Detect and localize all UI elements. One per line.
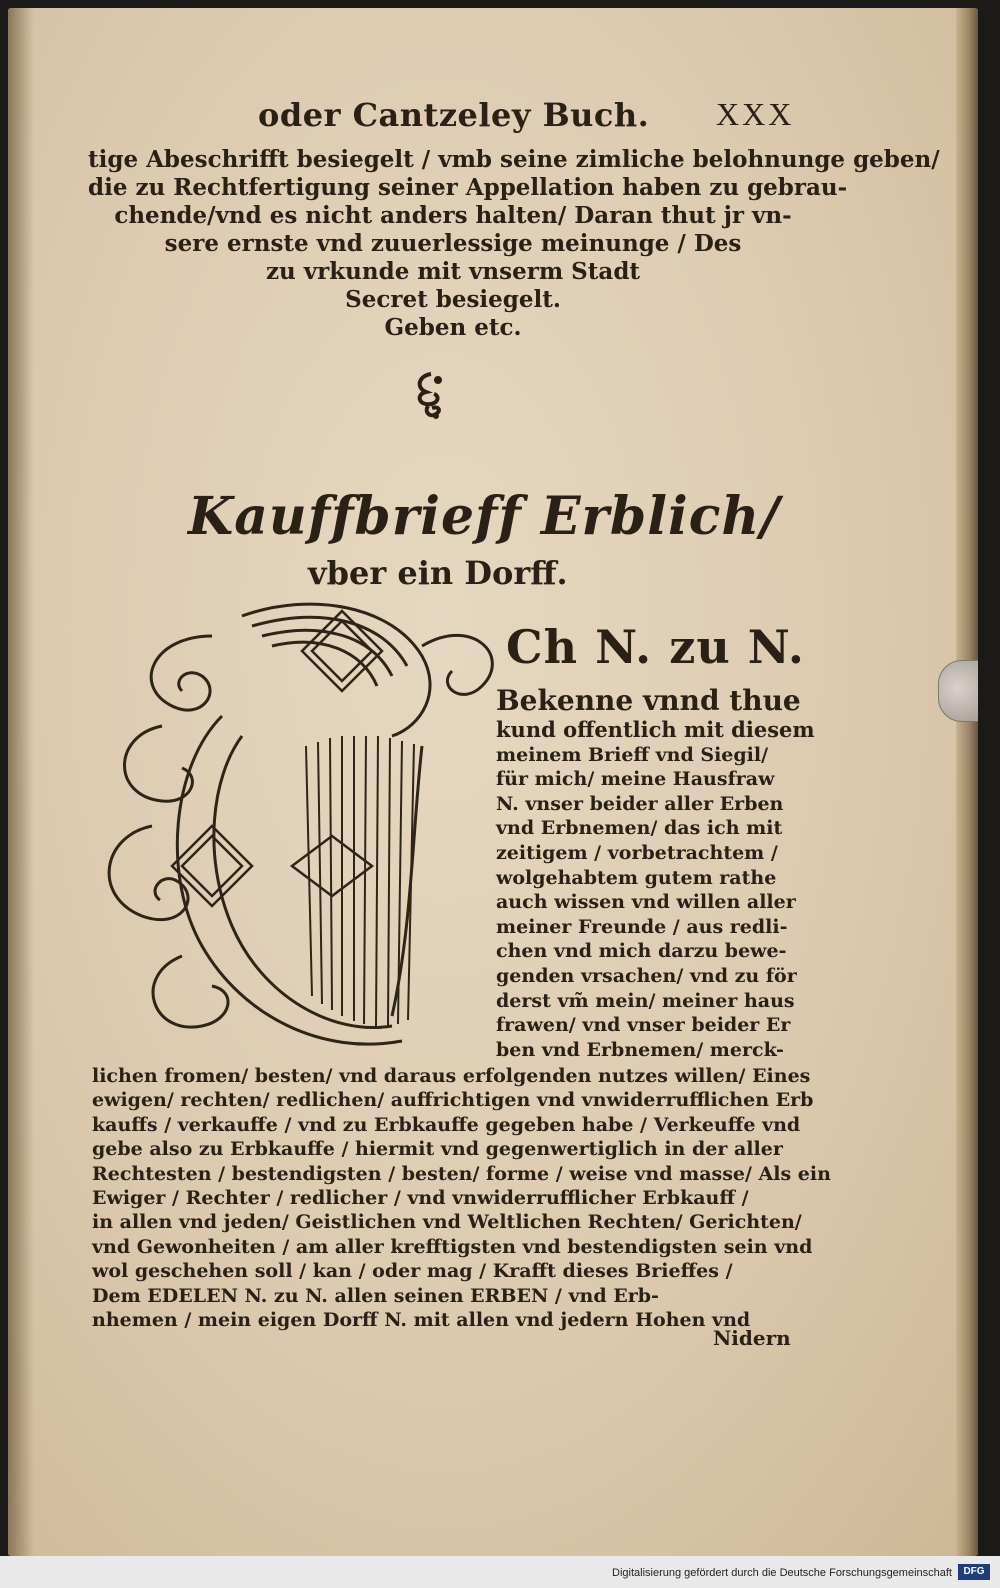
text-line: zeitigem / vorbetrachtem / <box>496 841 778 864</box>
footer-credit: Digitalisierung gefördert durch die Deutsche Forschungsgemeinschaft <box>612 1567 952 1579</box>
text-line: genden vrsachen/ vnd zu för <box>496 964 797 987</box>
running-title: oder Cantzeley Buch. <box>258 96 650 134</box>
text-line: vnd Erbnemen/ das ich mit <box>496 817 783 840</box>
ornate-initial <box>92 596 502 1066</box>
text-line: kund offentlich mit diesem <box>496 717 815 742</box>
text-line: ben vnd Erbnemen/ merck- <box>496 1038 784 1061</box>
opening-words: Ch N. zu N. <box>506 620 805 674</box>
ornate-initial-icon <box>92 596 502 1066</box>
text-line: meiner Freunde / aus redli- <box>496 915 788 938</box>
text-line: Dem EDELEN N. zu N. allen seinen ERBEN / vnd Erb- <box>92 1284 659 1307</box>
text-line: chen vnd mich darzu bewe- <box>496 940 787 963</box>
text-line: für mich/ meine Hausfraw <box>496 768 775 791</box>
text-line: Rechtesten / bestendigsten / besten/ forme / weise vnd masse/ Als ein <box>92 1162 831 1185</box>
catchword: Nidern <box>713 1326 791 1350</box>
page-edge <box>956 8 978 1556</box>
text-line: tige Abeschrifft besiegelt / vmb seine zimliche belohnunge geben/ <box>88 146 940 173</box>
section-subheading: vber ein Dorff. <box>308 554 568 592</box>
text-line: Geben etc. <box>384 314 522 341</box>
dfg-logo-icon: DFG <box>958 1564 990 1580</box>
text-line: die zu Rechtfertigung seiner Appellation haben zu gebrau- <box>88 174 848 201</box>
text-line: nhemen / mein eigen Dorff N. mit allen vnd jedern Hohen vnd <box>92 1309 751 1332</box>
text-line: meinem Brieff vnd Siegil/ <box>496 743 769 766</box>
text-line: N. vnser beider aller Erben <box>496 792 784 815</box>
text-line: gebe also zu Erbkauffe / hiermit vnd gegenwertiglich in der aller <box>92 1138 783 1161</box>
text-line: in allen vnd jeden/ Geistlichen vnd Weltlichen Rechten/ Gerichten/ <box>92 1211 802 1234</box>
page-header <box>8 96 978 136</box>
text-line: zu vrkunde mit vnserm Stadt <box>265 258 641 285</box>
text-line: kauffs / verkauffe / vnd zu Erbkauffe gegeben habe / Verkeuffe vnd <box>92 1113 801 1136</box>
text-line: Secret besiegelt. <box>345 286 561 313</box>
text-line: chende/vnd es nicht anders halten/ Daran thut jr vn- <box>114 202 792 229</box>
text-line: auch wissen vnd willen aller <box>496 891 796 914</box>
text-line: ewigen/ rechten/ redlichen/ auffrichtigen vnd vnwiderrufflichen Erb <box>92 1089 814 1112</box>
spine-shadow <box>8 8 34 1556</box>
footer-bar <box>0 1556 1000 1588</box>
previous-text-block <box>88 146 940 342</box>
text-line: wolgehabtem gutem rathe <box>496 866 777 889</box>
fleuron-icon <box>408 370 454 422</box>
body-text-block <box>92 1064 831 1332</box>
text-line: frawen/ vnd vnser beider Er <box>496 1014 791 1037</box>
book-page <box>8 8 978 1556</box>
section-heading: Kauffbrieff Erblich/ <box>188 486 781 547</box>
side-text-block <box>496 684 815 1062</box>
text-line: lichen fromen/ besten/ vnd daraus erfolgenden nutzes willen/ Eines <box>92 1065 811 1087</box>
text-line: vnd Gewonheiten / am aller krefftigsten vnd bestendigsten sein vnd <box>92 1235 813 1258</box>
folio-number: XXX <box>716 96 795 132</box>
text-line: derst vm̃ mein/ meiner haus <box>496 989 795 1012</box>
text-line: Bekenne vnnd thue <box>496 684 801 717</box>
clip-tab <box>938 660 978 722</box>
text-line: sere ernste vnd zuuerlessige meinunge / Des <box>164 230 742 257</box>
text-line: wol geschehen soll / kan / oder mag / Krafft dieses Brieffes / <box>92 1260 733 1283</box>
text-line: Ewiger / Rechter / redlicher / vnd vnwiderrufflicher Erbkauff / <box>92 1187 749 1210</box>
